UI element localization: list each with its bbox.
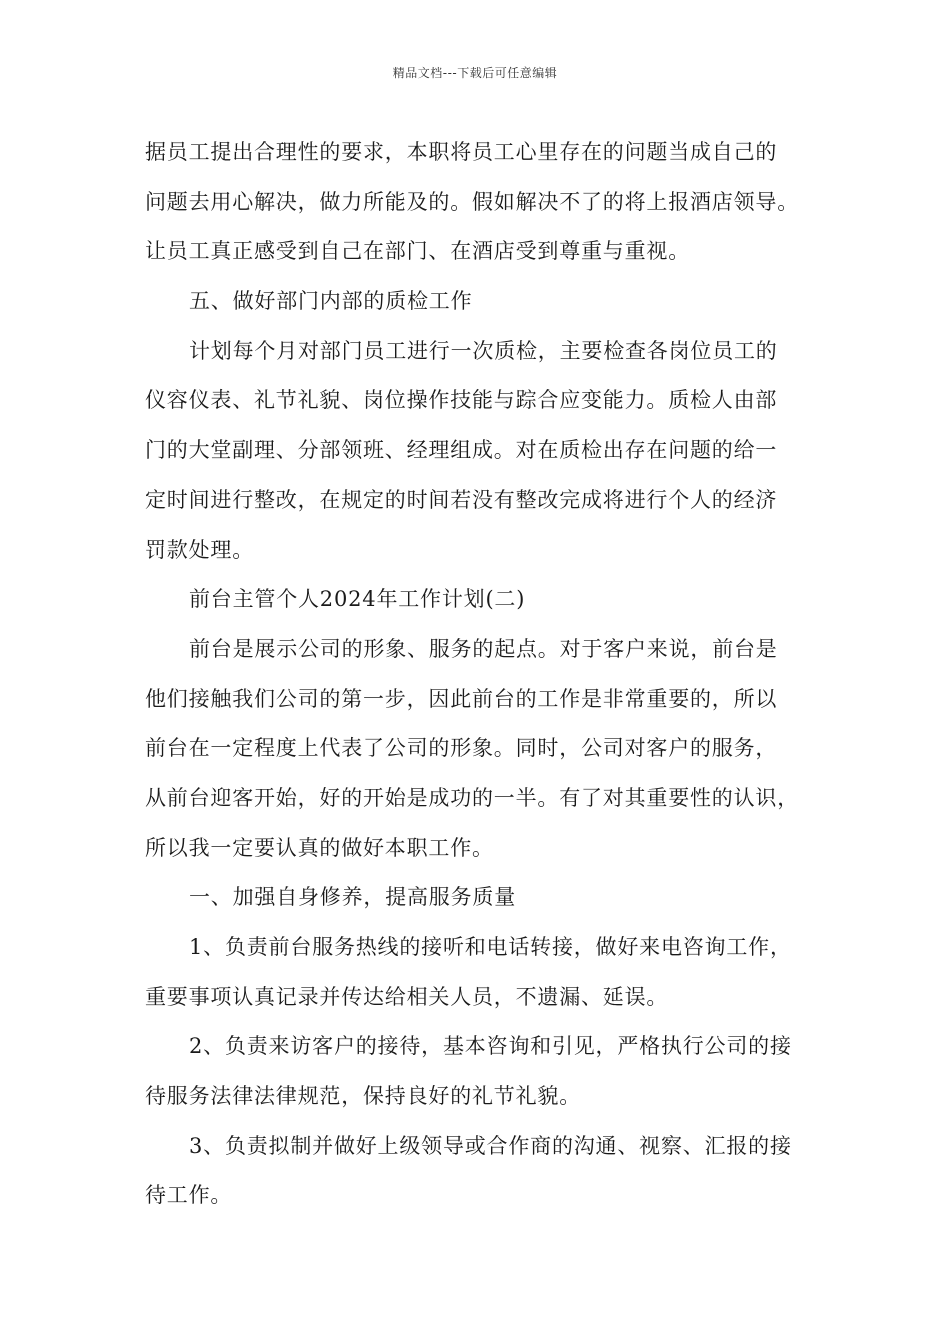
text-line: 前台在一定程度上代表了公司的形象。同时，公司对客户的服务， [145,736,778,761]
text-line: 问题去用心解决，做力所能及的。假如解决不了的将上报酒店领导。 [145,189,799,214]
text-line: 据员工提出合理性的要求，本职将员工心里存在的问题当成自己的 [145,140,778,164]
section-heading: 一、加强自身修养，提高服务质量 [189,885,516,910]
text-line: 待工作。 [145,1183,233,1208]
text-line: 门的大堂副理、分部领班、经理组成。对在质检出存在问题的给一 [145,438,778,463]
section-heading: 五、做好部门内部的质检工作 [189,289,473,314]
text-line: 仪容仪表、礼节礼貌、岗位操作技能与踪合应变能力。质检人由部 [145,388,778,413]
text-line: 他们接触我们公司的第一步，因此前台的工作是非常重要的，所以 [145,686,778,711]
section-title: 前台主管个人2024年工作计划(二) [189,587,526,612]
text-line: 前台是展示公司的形象、服务的起点。对于客户来说，前台是 [189,636,778,661]
document-body [145,132,815,1225]
text-line: 重要事项认真记录并传达给相关人员，不遗漏、延误。 [145,984,669,1009]
text-line: 1、负责前台服务热线的接听和电话转接，做好来电咨询工作， [189,935,792,959]
page-header: 精品文档---下载后可任意编辑 [392,66,558,80]
text-line: 2、负责来访客户的接待，基本咨询和引见，严格执行公司的接 [189,1034,792,1059]
text-line: 从前台迎客开始，好的开始是成功的一半。有了对其重要性的认识， [145,785,799,810]
text-line: 罚款处理。 [145,537,254,562]
text-line: 定时间进行整改，在规定的时间若没有整改完成将进行个人的经济 [145,487,778,512]
text-line: 待服务法律法律规范，保持良好的礼节礼貌。 [145,1084,581,1109]
text-line: 让员工真正感受到自己在部门、在酒店受到尊重与重视。 [145,239,690,264]
text-line: 3、负责拟制并做好上级领导或合作商的沟通、视察、汇报的接 [189,1133,792,1158]
text-line: 计划每个月对部门员工进行一次质检，主要检查各岗位员工的 [189,338,778,363]
text-line: 所以我一定要认真的做好本职工作。 [145,835,494,860]
